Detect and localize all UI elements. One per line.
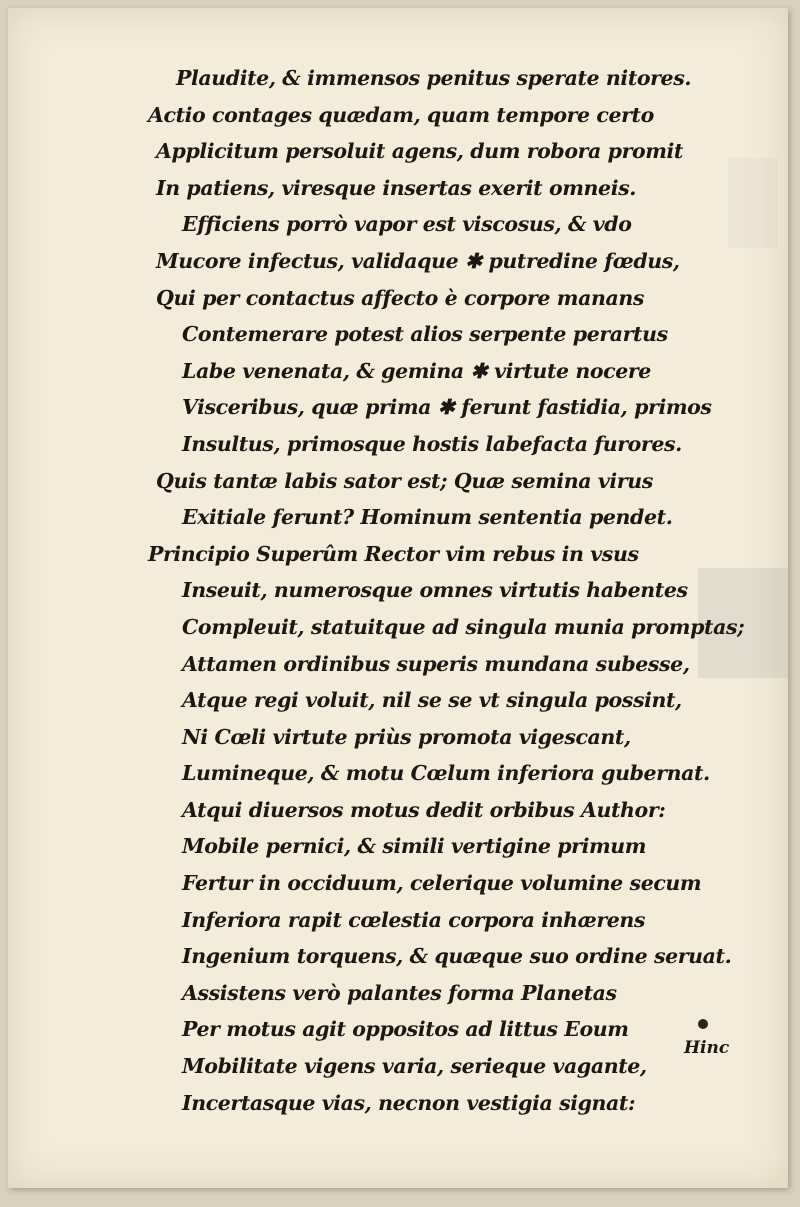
verse-line: Atque regi voluit, nil se se vt singula possint, <box>182 688 682 713</box>
verse-line: Contemerare potest alios serpente perartus <box>182 322 668 347</box>
verse-line: Assistens verò palantes forma Planetas <box>182 980 617 1005</box>
verse-line: Fertur in occiduum, celerique volumine secum <box>182 871 702 896</box>
verse-line: Ni Cœli virtute priùs promota vigescant, <box>182 724 631 749</box>
ink-speck <box>698 1019 708 1029</box>
verse-line: Qui per contactus affecto è corpore manans <box>156 285 645 310</box>
verse-line: Principio Superûm Rector vim rebus in vsus <box>148 541 639 566</box>
verse-line: Actio contages quædam, quam tempore certo <box>148 102 654 127</box>
verse-line: Efficiens porrò vapor est viscosus, & vdo <box>182 212 632 237</box>
verse-line: Attamen ordinibus superis mundana subesse, <box>182 651 690 676</box>
verse-line: In patiens, viresque insertas exerit omneis. <box>156 175 636 200</box>
verse-line: Lumineque, & motu Cœlum inferiora gubernat. <box>182 761 710 786</box>
verse-line: Mobile pernici, & simili vertigine primum <box>182 834 647 859</box>
verse-line: Inferiora rapit cœlestia corpora inhærens <box>182 907 646 932</box>
book-page <box>8 8 788 1188</box>
verse-line: Incertasque vias, necnon vestigia signat: <box>182 1090 636 1115</box>
verse-line: Plaudite, & immensos penitus sperate nitores. <box>176 66 692 90</box>
verse-line: Atqui diuersos motus dedit orbibus Author: <box>182 797 666 822</box>
verse-line: Compleuit, statuitque ad singula munia promptas; <box>182 614 745 639</box>
verse-line: Labe venenata, & gemina ✱ virtute nocere <box>182 358 651 383</box>
verse-line: Ingenium torquens, & quæque suo ordine seruat. <box>182 944 732 969</box>
verse-line: Mobilitate vigens varia, serieque vagante, <box>182 1054 647 1079</box>
verse-line: Inseuit, numerosque omnes virtutis habentes <box>182 578 688 603</box>
verse-line: Per motus agit oppositos ad littus Eoum <box>182 1017 629 1042</box>
verse-line: Exitiale ferunt? Hominum sententia pendet. <box>182 505 673 530</box>
verse-line: Quis tantæ labis sator est; Quæ semina virus <box>156 468 653 493</box>
verse-line: Insultus, primosque hostis labefacta furores. <box>182 431 682 456</box>
verse-line: Applicitum persoluit agens, dum robora promit <box>156 139 684 164</box>
verse-block <box>8 60 788 1121</box>
verse-line: Visceribus, quæ prima ✱ ferunt fastidia, primos <box>182 395 712 420</box>
catchword: Hinc <box>684 1038 730 1058</box>
verse-line: Mucore infectus, validaque ✱ putredine fœdus, <box>156 248 680 273</box>
